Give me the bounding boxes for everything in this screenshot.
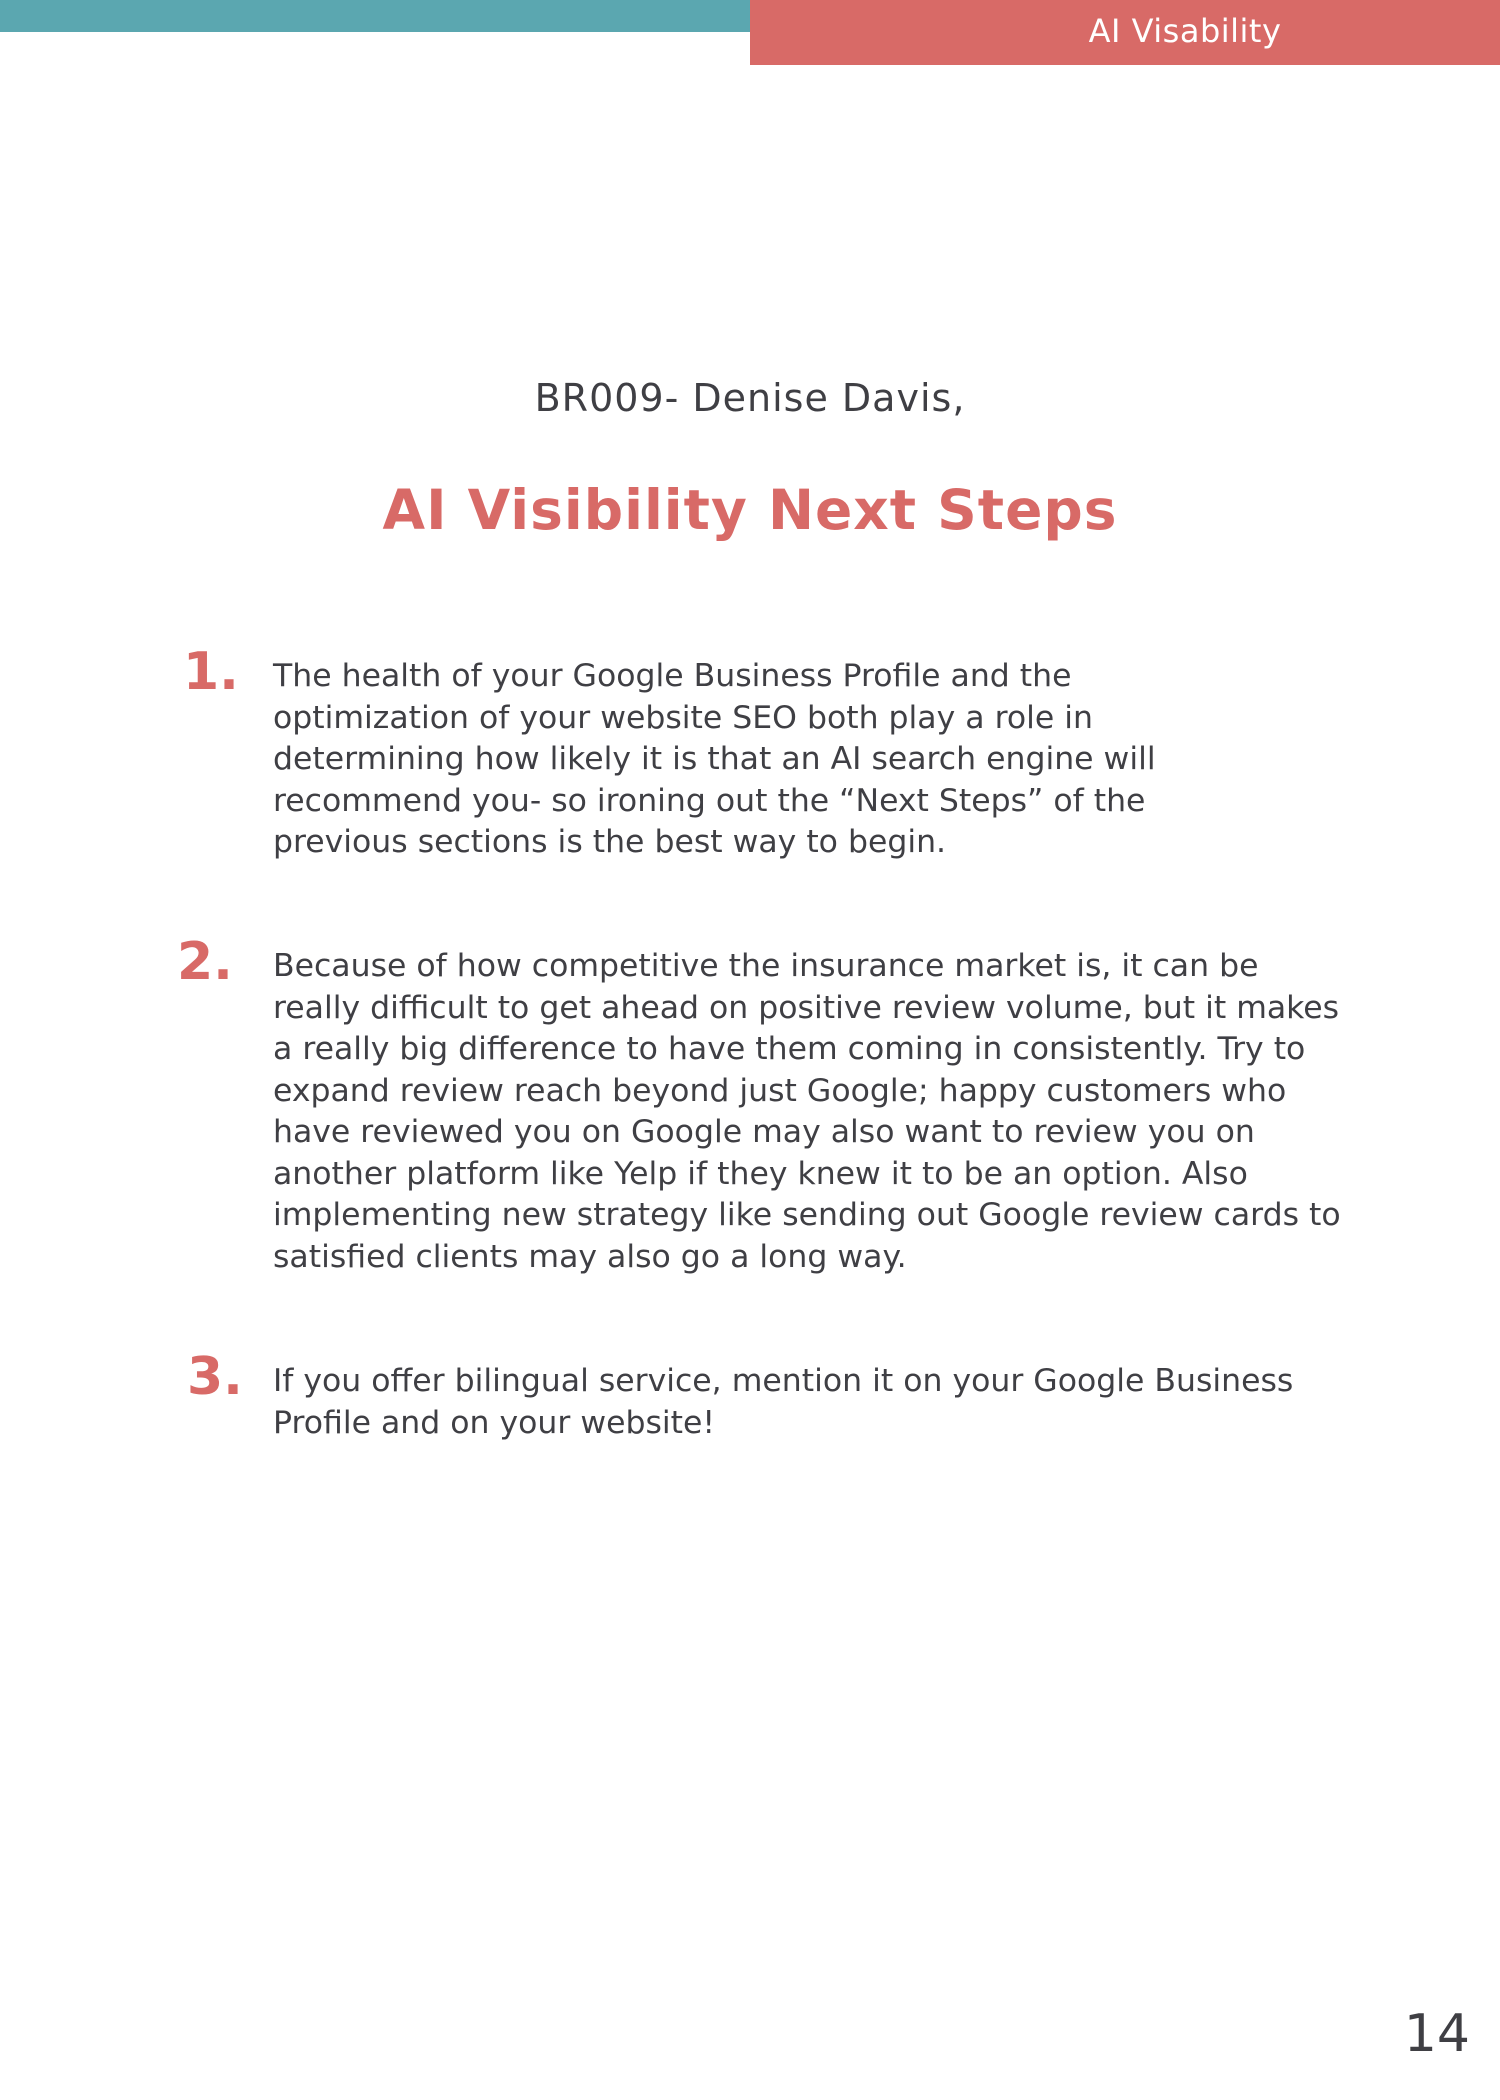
page-number: 14 bbox=[1403, 2004, 1470, 2064]
step-text: The health of your Google Business Profile and the optimization of your website SEO both play a role in determining how likely it is that an AI search engine will recommend you- so ironing out the “Next Steps” of the previous sections is the best way to begin. bbox=[273, 658, 1156, 860]
step-number: 3. bbox=[187, 1347, 243, 1407]
step-number: 1. bbox=[183, 642, 239, 702]
page-title: AI Visibility Next Steps bbox=[382, 478, 1118, 542]
step-number: 2. bbox=[177, 932, 233, 992]
step-text: Because of how competitive the insurance market is, it can be really difficult to get ahead on positive review volume, but it makes a really big difference to have them coming in consistently. Try to expand review reach beyond just Google; happy customers who have reviewed you on Google may also want to review you on another platform like Yelp if they knew it to be an option. Also implementing new strategy like sending out Google review cards to satisfied clients may also go a long way. bbox=[273, 948, 1341, 1275]
header-accent-bar bbox=[0, 0, 750, 32]
step-text: If you offer bilingual service, mention it on your Google Business Profile and on your website! bbox=[273, 1363, 1294, 1441]
recipient-line: BR009- Denise Davis, bbox=[534, 376, 966, 420]
section-tab: AI Visability bbox=[750, 0, 1500, 65]
